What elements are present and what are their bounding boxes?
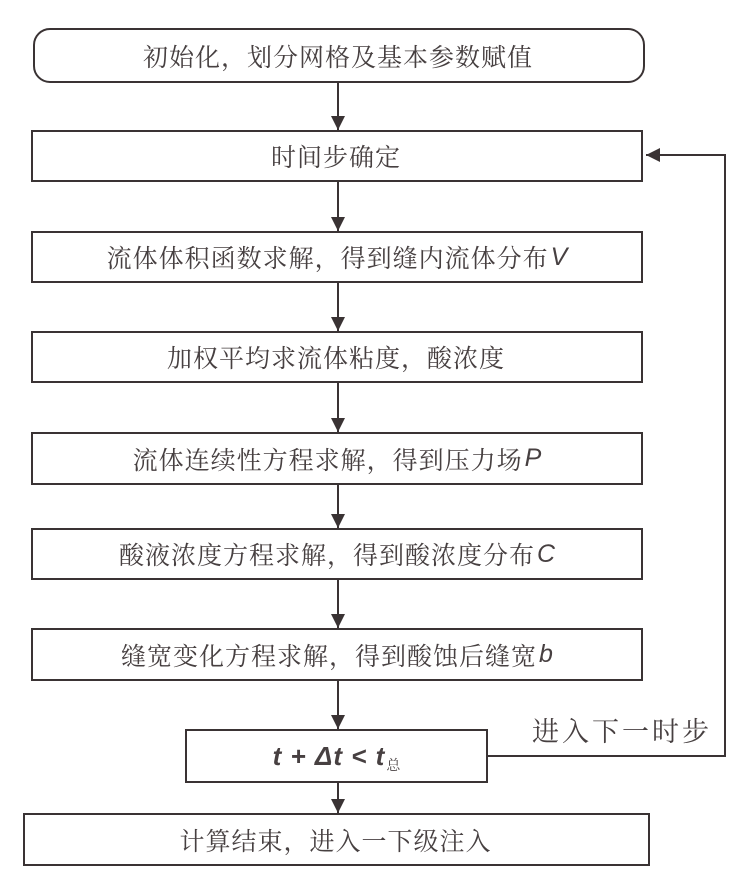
step-box-fracture-width [31,628,643,681]
step-label: 加权平均求流体粘度，酸浓度 [166,345,505,373]
condition-subscript: 总 [386,757,402,773]
step-box-continuity-equation [31,432,643,485]
step-box-timestep [31,130,643,182]
step-box-acid-concentration [31,528,643,580]
step-box-initialize [33,28,645,83]
loop-label-next-timestep: 进入下一时步 [532,717,712,747]
decision-box-time-condition [185,729,488,783]
step-variable: P [524,444,542,472]
step-variable: C [536,539,556,568]
step-variable: V [550,242,568,271]
step-box-volume-function [31,231,643,283]
step-label: 酸液浓度方程求解，得到酸浓度分布 [118,542,535,570]
step-label: 初始化，划分网格及基本参数赋值 [142,43,533,72]
step-label: 缝宽变化方程求解，得到酸蚀后缝宽 [121,642,538,671]
step-label: 计算结束，进入一下级注入 [179,827,492,856]
step-label: 流体体积函数求解，得到缝内流体分布 [106,245,549,273]
step-label: 流体连续性方程求解，得到压力场 [132,446,523,475]
step-box-weighted-average [31,331,643,383]
step-label: 时间步确定 [270,144,401,172]
condition-expression: t + Δt < t [272,740,386,771]
step-box-calculation-end [23,813,650,866]
step-variable: b [539,640,553,668]
